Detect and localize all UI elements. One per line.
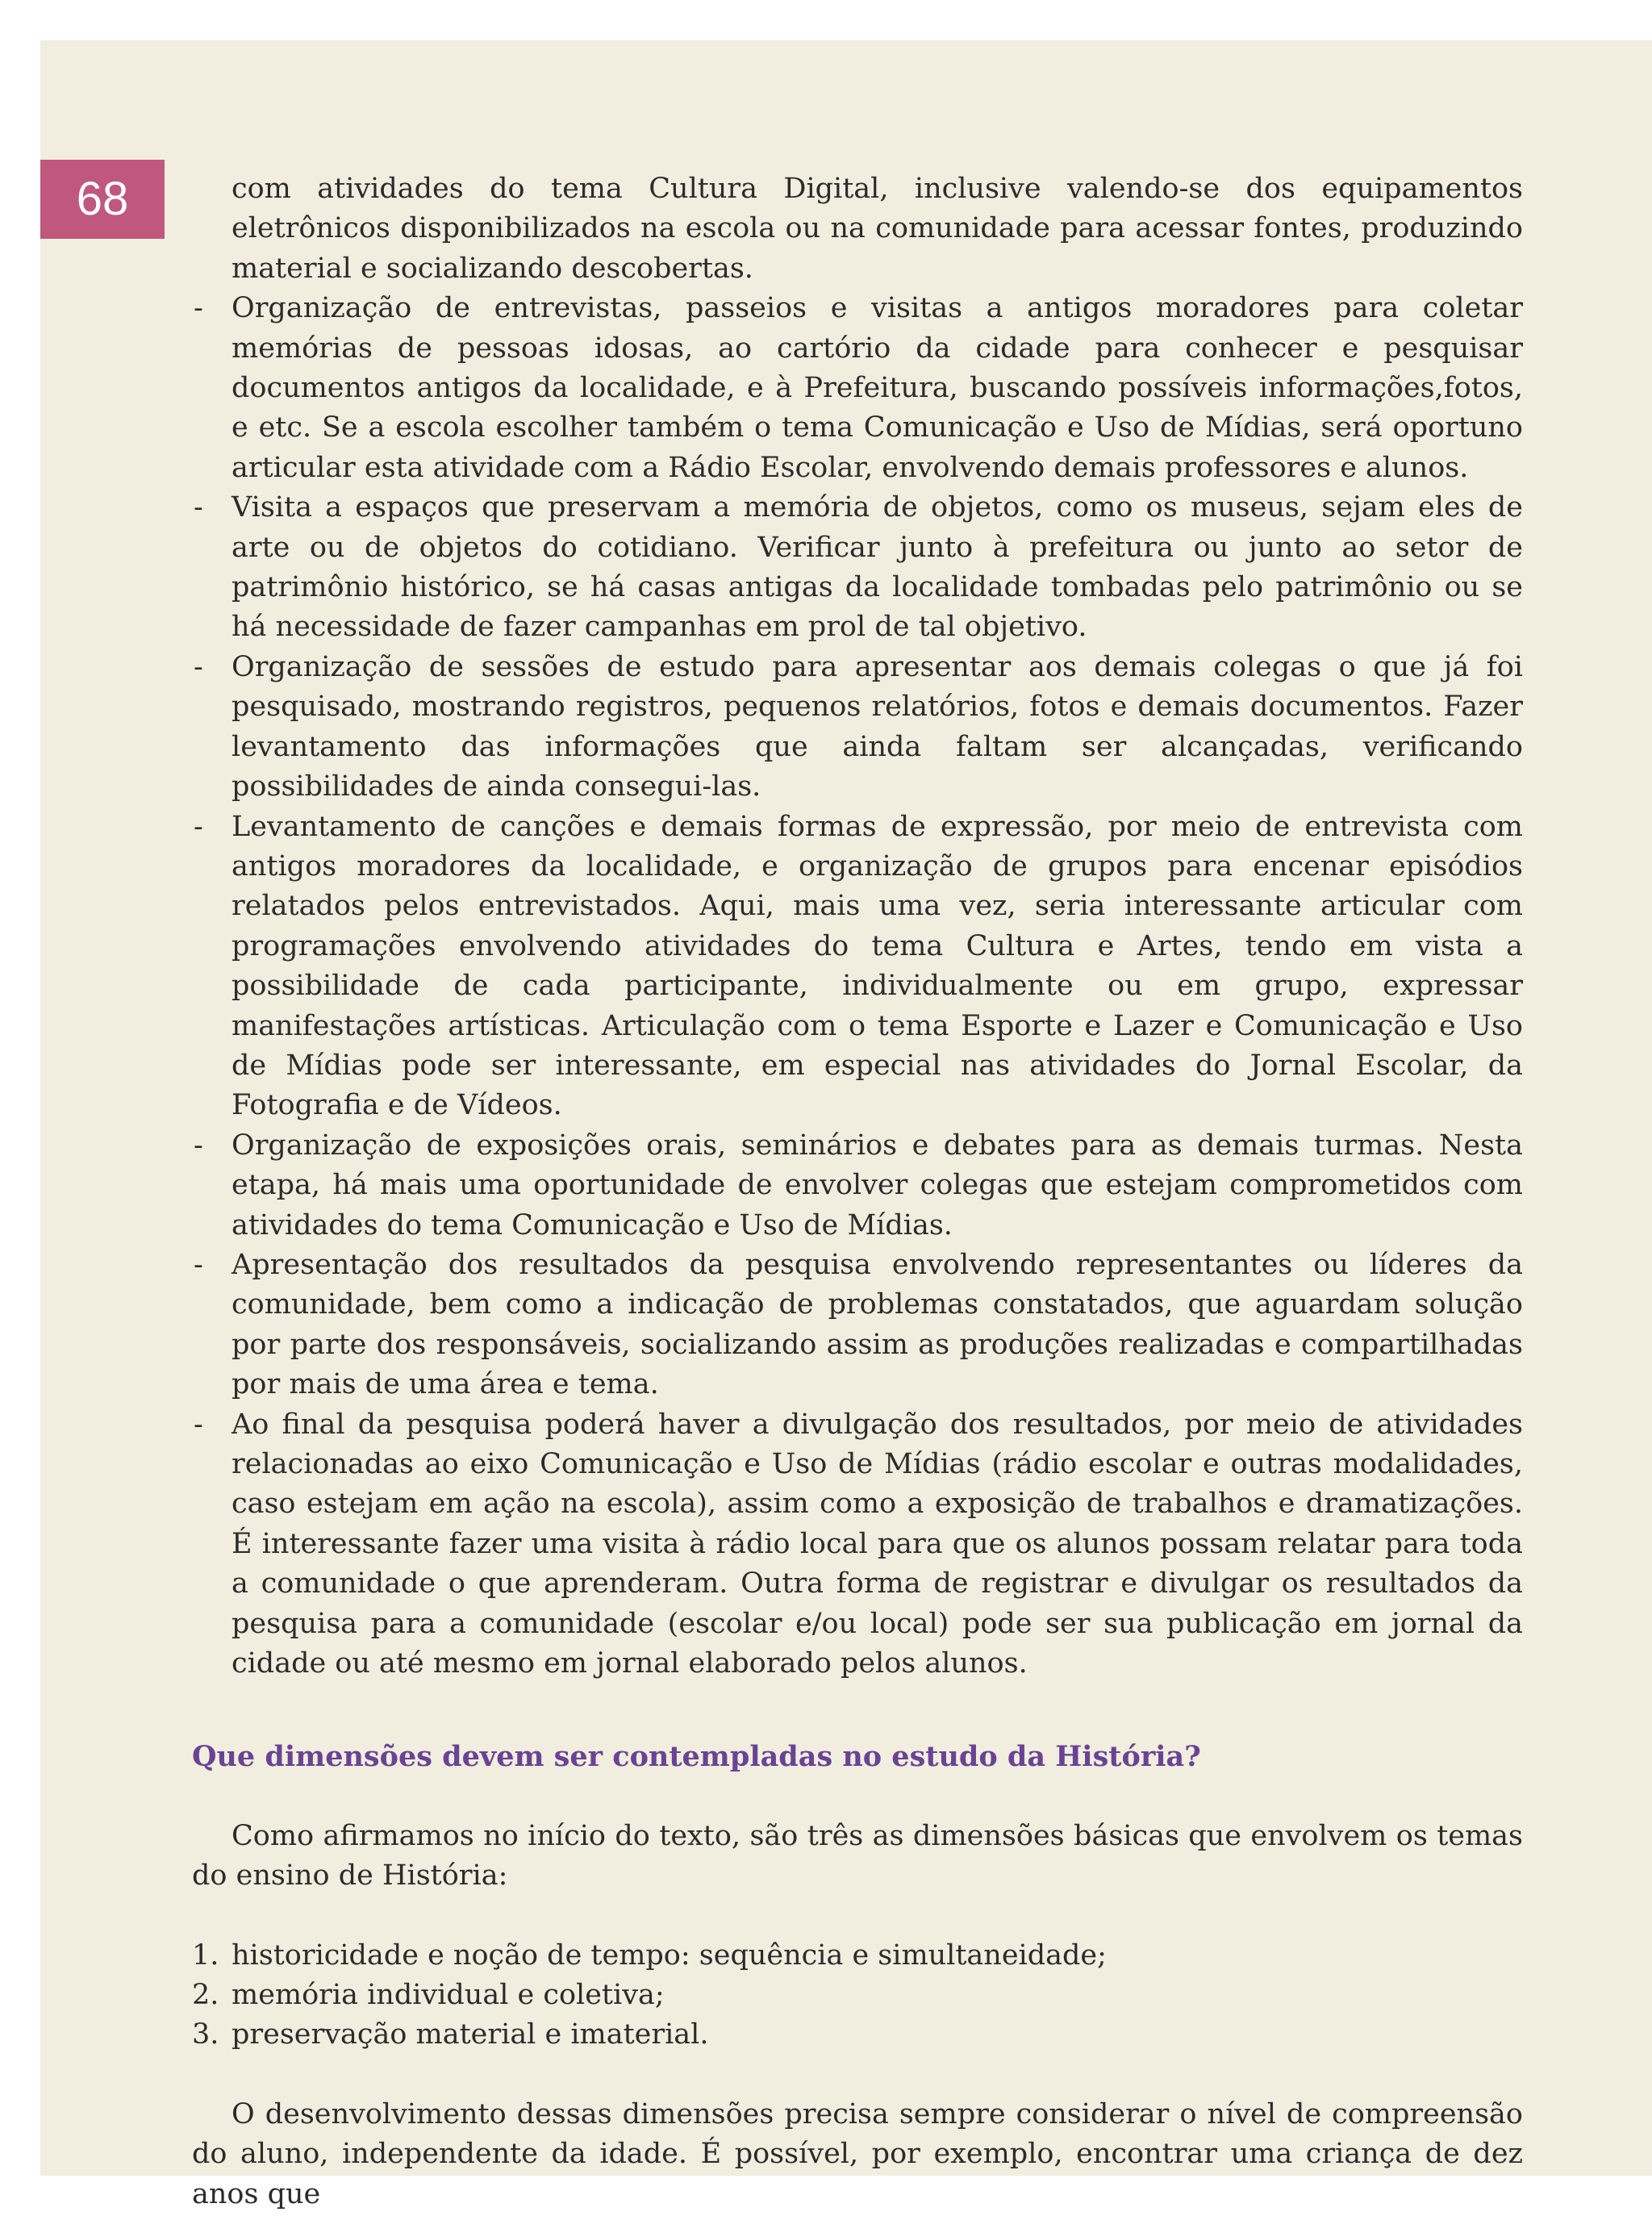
list-item	[192, 1976, 1523, 2015]
list-item: - Ao final da pesquisa poderá haver a divulgação dos resultados, por meio de atividades relacionadas ao eixo Comunicação e Uso de Mídias (rádio escolar e outras modalidades, caso estejam em ação na escola), assim como a exposição de trabalhos e dramatizações. É interessante fazer uma visita à rádio local para que os alunos possam relatar para toda a comunidade o que aprenderam. Outra forma de registrar e divulgar os resultados da pesquisa para a comunidade (escolar e/ou local) pode ser sua publicação em jornal da cidade ou até mesmo em jornal elaborado pelos alunos.	[192, 1405, 1523, 1684]
list-text: historicidade e noção de tempo: sequência e simultaneidade;	[232, 1938, 1107, 1972]
list-item	[192, 1936, 1523, 1976]
paragraph-development: O desenvolvimento dessas dimensões precisa sempre considerar o nível de compreensão do aluno, independente da idade. É possível, por exemplo, encontrar uma criança de dez anos que	[192, 2097, 1523, 2210]
list-item: - Organização de sessões de estudo para apresentar aos demais colegas o que já foi pesquisado, mostrando registros, pequenos relatórios, fotos e demais documentos. Fazer levantamento das informações que ainda faltam ser alcançadas, verificando possibilidades de ainda consegui-las.	[192, 648, 1523, 808]
list-item: - Levantamento de canções e demais formas de expressão, por meio de entrevista com antigos moradores da localidade, e organização de grupos para encenar episódios relatados pelos entrevistados. Aqui, mais uma vez, seria interessante articular com programações envolvendo atividades do tema Cultura e Artes, tendo em vista a possibilidade de cada participante, individualmente ou em grupo, expressar manifestações artísticas. Articulação com o tema Esporte e Lazer e Comunicação e Uso de Mídias pode ser interessante, em especial nas atividades do Jornal Escolar, da Fotografia e de Vídeos.	[192, 808, 1523, 1126]
page	[40, 40, 1652, 2210]
list-item: - Apresentação dos resultados da pesquisa envolvendo representantes ou líderes da comunidade, bem como a indicação de problemas constatados, que aguardam solução por parte dos responsáveis, socializando assim as produções realizadas e compartilhadas por mais de uma área e tema.	[192, 1246, 1523, 1405]
list-number: 3.	[192, 2018, 219, 2051]
section-heading: Que dimensões devem ser contempladas no estudo da História?	[192, 1740, 1201, 1774]
activity-list	[192, 289, 1523, 1684]
list-item: - Visita a espaços que preservam a memória de objetos, como os museus, sejam eles de arte ou de objetos do cotidiano. Verificar junto à prefeitura ou junto ao setor de patrimônio histórico, se há casas antigas da localidade tombadas pelo patrimônio ou se há necessidade de fazer campanhas em prol de tal objetivo.	[192, 488, 1523, 648]
list-number: 1.	[192, 1938, 219, 1972]
paragraph-dimensions-intro: Como afirmamos no início do texto, são três as dimensões básicas que envolvem os temas do ensino de História:	[192, 1819, 1523, 1893]
intro-continuation: com atividades do tema Cultura Digital, inclusive valendo-se dos equipamentos eletrônicos disponibilizados na escola ou na comunidade para acessar fontes, produzindo material e socializando descobertas.	[232, 173, 1523, 285]
list-number: 2.	[192, 1979, 219, 2012]
list-item	[192, 2015, 1523, 2055]
page-content	[192, 169, 1523, 2214]
list-text: memória individual e coletiva;	[232, 1979, 665, 2012]
list-text: preservação material e imaterial.	[232, 2018, 709, 2051]
dimensions-list	[192, 1936, 1523, 2055]
list-item: - Organização de exposições orais, seminários e debates para as demais turmas. Nesta etapa, há mais uma oportunidade de envolver colegas que estejam comprometidos com atividades do tema Comunicação e Uso de Mídias.	[192, 1126, 1523, 1246]
list-item: - Organização de entrevistas, passeios e visitas a antigos moradores para coletar memórias de pessoas idosas, ao cartório da cidade para conhecer e pesquisar documentos antigos da localidade, e à Prefeitura, buscando possíveis informações,fotos, e etc. Se a escola escolher também o tema Comunicação e Uso de Mídias, será oportuno articular esta atividade com a Rádio Escolar, envolvendo demais professores e alunos.	[192, 289, 1523, 488]
page-number: 68	[40, 160, 165, 239]
